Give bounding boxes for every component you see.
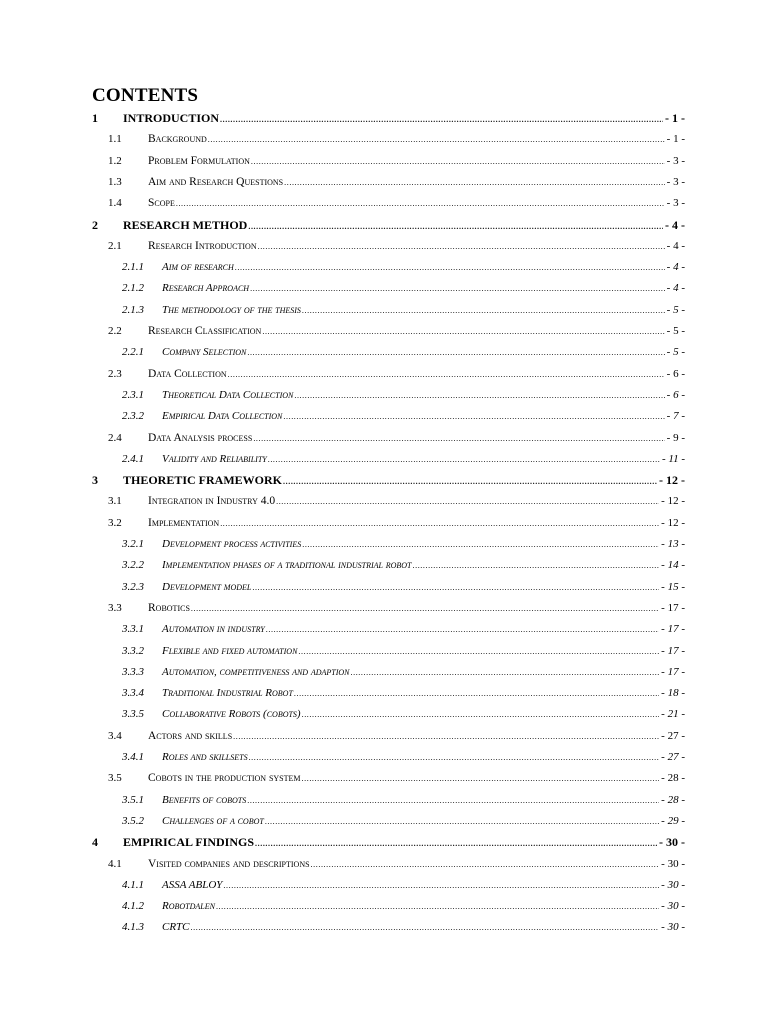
toc-entry-line [148, 172, 685, 193]
dot-leader [208, 129, 665, 150]
toc-entry-page-number: - 1 - [665, 111, 685, 125]
toc-entry[interactable] [0, 832, 768, 853]
toc-entry[interactable] [0, 385, 768, 406]
toc-entry-title: Data Collection [148, 367, 227, 380]
toc-entry-line [148, 151, 685, 172]
toc-entry-title: Research Approach [162, 282, 250, 295]
toc-entry[interactable] [0, 917, 768, 938]
toc-entry-number: 3.4.1 [122, 751, 144, 763]
toc-entry-page-number: - 5 - [666, 346, 685, 359]
dot-leader [191, 917, 660, 938]
toc-entry-number: 2.1.3 [122, 303, 144, 316]
toc-entry-page-number: - 7 - [666, 410, 685, 423]
toc-entry-title: Company Selection [162, 346, 247, 359]
toc-entry-number: 4 [92, 835, 98, 850]
toc-entry-line [162, 534, 685, 555]
toc-entry-title: Integration in Industry 4.0 [148, 495, 276, 508]
toc-entry-page-number: - 17 - [661, 601, 685, 614]
toc-entry-number: 3.3.4 [122, 687, 144, 700]
toc-entry-number: 2.3 [108, 367, 122, 380]
toc-entry[interactable] [0, 172, 768, 193]
toc-entry-title: Development model [162, 580, 252, 593]
toc-entry-number: 3.5.1 [122, 793, 144, 806]
toc-entry-title: CRTC [162, 921, 190, 934]
dot-leader [268, 449, 660, 470]
toc-entry-page-number: - 14 - [661, 559, 685, 572]
dot-leader [262, 321, 664, 342]
toc-entry-line [148, 321, 685, 342]
toc-entry-line [123, 215, 685, 237]
toc-entry-title: Actors and skills [148, 729, 233, 742]
toc-entry[interactable] [0, 257, 768, 278]
toc-entry-line [162, 662, 685, 683]
toc-entry[interactable] [0, 428, 768, 449]
toc-entry-title: Empirical Data Collection [162, 410, 283, 423]
toc-entry[interactable] [0, 491, 768, 512]
toc-entry[interactable] [0, 193, 768, 214]
toc-entry-title: Automation in industry [162, 623, 265, 636]
toc-entry[interactable] [0, 342, 768, 363]
toc-entry-title: Research Classification [148, 325, 262, 337]
dot-leader [249, 747, 660, 768]
toc-entry[interactable] [0, 896, 768, 917]
toc-entry[interactable] [0, 619, 768, 640]
dot-leader [283, 471, 657, 492]
toc-entry-title: ASSA ABLOY [162, 878, 223, 891]
toc-entry[interactable] [0, 513, 768, 534]
toc-entry-number: 3.3.5 [122, 708, 144, 721]
dot-leader [302, 704, 660, 725]
toc-entry[interactable] [0, 598, 768, 619]
toc-entry-line [162, 257, 685, 278]
toc-entry-title: EMPIRICAL FINDINGS [123, 835, 255, 850]
toc-entry-number: 3.2.3 [122, 580, 144, 593]
toc-entry[interactable] [0, 129, 768, 150]
dot-leader [247, 342, 664, 363]
toc-entry-number: 3.3 [108, 601, 122, 614]
dot-leader [220, 513, 659, 534]
toc-entry-page-number: - 30 - [661, 900, 685, 913]
toc-entry[interactable] [0, 662, 768, 683]
toc-entry-page-number: - 21 - [661, 708, 685, 721]
toc-entry-title: Data Analysis process [148, 431, 253, 444]
toc-entry-page-number: - 15 - [661, 580, 685, 593]
toc-entry-number: 1.3 [108, 175, 122, 188]
toc-entry-number: 1 [92, 111, 98, 125]
dot-leader [302, 300, 665, 321]
toc-entry-line [148, 491, 685, 512]
toc-entry[interactable] [0, 811, 768, 832]
dot-leader [233, 726, 659, 747]
toc-entry-line [162, 406, 685, 427]
toc-entry-line [148, 854, 685, 875]
toc-entry-number: 3.1 [108, 495, 122, 508]
toc-entry-line [162, 747, 685, 768]
toc-entry-page-number: - 29 - [661, 814, 685, 827]
dot-leader [351, 662, 660, 683]
toc-entry-page-number: - 3 - [666, 197, 685, 210]
toc-entry-line [148, 364, 685, 385]
dot-leader [252, 577, 659, 598]
toc-entry-title: THEORETIC FRAMEWORK [123, 473, 283, 488]
toc-entry-page-number: - 3 - [666, 154, 685, 167]
toc-entry-line [162, 619, 685, 640]
toc-entry-title: Aim and Research Questions [148, 175, 284, 188]
toc-entry-number: 3.5 [108, 772, 122, 785]
toc-entry-title: Validity and Reliability [162, 452, 267, 465]
dot-leader [250, 278, 665, 299]
dot-leader [276, 491, 659, 512]
dot-leader [294, 683, 659, 704]
toc-entry-page-number: - 17 - [661, 644, 685, 657]
toc-entry-title: Development process activities [162, 538, 302, 550]
toc-entry[interactable] [0, 790, 768, 811]
toc-entry-number: 4.1 [108, 857, 122, 870]
toc-entry-title: Robotdalen [162, 900, 215, 913]
toc-entry[interactable] [0, 449, 768, 470]
toc-entry-page-number: - 6 - [666, 367, 685, 380]
toc-entry-title: Benefits of cobots [162, 793, 247, 806]
toc-entry[interactable] [0, 151, 768, 172]
toc-entry[interactable] [0, 300, 768, 321]
toc-entry-title: Implementation phases of a traditional industrial robot [162, 559, 412, 572]
toc-entry[interactable] [0, 555, 768, 576]
dot-leader [247, 790, 659, 811]
toc-entry-page-number: - 4 - [666, 239, 685, 252]
toc-entry[interactable] [0, 683, 768, 704]
dot-leader [311, 854, 660, 875]
dot-leader [176, 193, 665, 214]
toc-entry[interactable] [0, 470, 768, 491]
toc-entry-title: The methodology of the thesis [162, 303, 301, 316]
dot-leader [255, 833, 657, 854]
toc-entry-title: Research Introduction [148, 239, 257, 252]
toc-entry-page-number: - 27 - [661, 729, 685, 742]
toc-entry-line [148, 236, 685, 257]
dot-leader [223, 875, 659, 896]
toc-entry-number: 2.3.2 [122, 410, 144, 423]
toc-entry-line [162, 449, 685, 470]
toc-entry[interactable] [0, 215, 768, 236]
toc-entry-line [162, 577, 685, 598]
toc-entry[interactable] [0, 236, 768, 257]
toc-entry-line [148, 428, 685, 449]
toc-entry-page-number: - 5 - [666, 325, 685, 337]
toc-entry-page-number: - 4 - [666, 261, 685, 274]
toc-entry-number: 1.2 [108, 154, 122, 167]
toc-entry-title: Automation, competitiveness and adaption [162, 665, 350, 678]
toc-entry-page-number: - 27 - [661, 751, 685, 763]
toc-entry-page-number: - 12 - [661, 495, 685, 508]
toc-entry-number: 3.2 [108, 516, 122, 529]
toc-entry-page-number: - 12 - [661, 516, 685, 529]
dot-leader [220, 109, 663, 130]
toc-entry-page-number: - 28 - [661, 793, 685, 806]
toc-entry-number: 3.3.2 [122, 644, 144, 657]
toc-entry-number: 2.1 [108, 239, 122, 252]
toc-entry[interactable] [0, 534, 768, 555]
toc-entry-line [123, 470, 685, 492]
toc-entry-page-number: - 9 - [666, 431, 685, 444]
toc-entry-title: Flexible and fixed automation [162, 644, 298, 657]
toc-entry-line [148, 768, 685, 789]
toc-entry-page-number: - 18 - [661, 687, 685, 700]
toc-entry-number: 2.2.1 [122, 346, 144, 359]
toc-entry-page-number: - 4 - [666, 282, 685, 295]
toc-heading: CONTENTS [92, 85, 199, 106]
toc-entry-line [148, 598, 685, 619]
toc-entry-title: Theoretical Data Collection [162, 388, 294, 401]
toc-entry-title: RESEARCH METHOD [123, 217, 248, 232]
toc-entry-line [162, 555, 685, 576]
toc-entry-line [148, 513, 685, 534]
dot-leader [253, 428, 664, 449]
dot-leader [265, 811, 659, 832]
toc-entry-number: 1.4 [108, 197, 122, 210]
toc-entry-line [162, 917, 685, 938]
toc-entry-page-number: - 30 - [661, 921, 685, 934]
toc-entry-page-number: - 12 - [659, 473, 685, 488]
toc-entry-line [162, 385, 685, 406]
toc-entry-page-number: - 1 - [666, 133, 685, 146]
toc-entry[interactable] [0, 704, 768, 725]
dot-leader [413, 555, 660, 576]
toc-entry-number: 2 [92, 217, 98, 232]
toc-entry-title: Implementation [148, 516, 220, 529]
toc-entry-line [162, 704, 685, 725]
toc-entry-line [148, 726, 685, 747]
dot-leader [258, 236, 665, 257]
toc-entry-number: 2.4.1 [122, 452, 144, 465]
toc-entry-title: INTRODUCTION [123, 111, 220, 125]
toc-entry-page-number: - 13 - [661, 538, 685, 550]
toc-entry-title: Roles and skillsets [162, 751, 248, 763]
toc-entry-line [162, 683, 685, 704]
toc-entry-title: Challenges of a cobot [162, 814, 264, 827]
toc-entry-number: 4.1.1 [122, 878, 144, 891]
toc-entry-title: Traditional Industrial Robot [162, 687, 293, 700]
toc-entry-title: Background [148, 133, 207, 146]
toc-entry[interactable] [0, 875, 768, 896]
dot-leader [283, 406, 664, 427]
toc-entry[interactable] [0, 364, 768, 385]
toc-entry-page-number: - 11 - [661, 452, 685, 465]
toc-entry-number: 3.3.1 [122, 623, 144, 636]
toc-entry-line [148, 193, 685, 214]
toc-entry-title: Problem Formulation [148, 154, 250, 167]
toc-entry[interactable] [0, 577, 768, 598]
toc-entry-page-number: - 17 - [661, 665, 685, 678]
dot-leader [216, 896, 659, 917]
toc-entry[interactable] [0, 321, 768, 342]
toc-entry-number: 4.1.2 [122, 900, 144, 913]
toc-entry-line [123, 108, 685, 130]
dot-leader [228, 364, 665, 385]
toc-entry-line [162, 641, 685, 662]
toc-entry-line [162, 896, 685, 917]
toc-entry-number: 1.1 [108, 133, 122, 146]
toc-entry-number: 3.3.3 [122, 665, 144, 678]
dot-leader [294, 385, 664, 406]
toc-entry-number: 3.5.2 [122, 814, 144, 827]
toc-entry-page-number: - 30 - [661, 857, 685, 870]
toc-entry-number: 2.1.1 [122, 261, 144, 274]
toc-entry-number: 3.2.1 [122, 538, 144, 550]
dot-leader [266, 619, 659, 640]
toc-entry-line [162, 300, 685, 321]
toc-entry[interactable] [0, 641, 768, 662]
toc-entry-number: 2.1.2 [122, 282, 144, 295]
toc-entry-title: Cobots in the production system [148, 772, 301, 785]
toc-entry-page-number: - 6 - [666, 388, 685, 401]
dot-leader [235, 257, 665, 278]
toc-entry-line [162, 875, 685, 896]
toc-entry-number: 3.4 [108, 729, 122, 742]
dot-leader [298, 641, 659, 662]
toc-entry-title: Scope [148, 197, 175, 210]
toc-entry-page-number: - 3 - [666, 175, 685, 188]
toc-entry-page-number: - 30 - [659, 835, 685, 850]
toc-entry-page-number: - 30 - [661, 878, 685, 891]
dot-leader [284, 172, 665, 193]
toc-entry-line [162, 342, 685, 363]
toc-entry[interactable] [0, 726, 768, 747]
toc-entry-line [162, 278, 685, 299]
toc-entry-title: Visited companies and descriptions [148, 857, 310, 870]
dot-leader [302, 534, 659, 555]
toc-entry-number: 3.2.2 [122, 559, 144, 572]
toc-entry-number: 2.4 [108, 431, 122, 444]
toc-entry-page-number: - 28 - [661, 772, 685, 785]
toc-entry-title: Robotics [148, 601, 190, 614]
dot-leader [248, 216, 663, 237]
toc-entry-number: 2.2 [108, 325, 122, 337]
toc-entry-page-number: - 17 - [661, 623, 685, 636]
toc-entry-line [162, 790, 685, 811]
toc-entry[interactable] [0, 747, 768, 768]
toc-entry-page-number: - 4 - [665, 217, 685, 232]
toc-entry-line [162, 811, 685, 832]
toc-entry-line [123, 832, 685, 854]
toc-entry[interactable] [0, 278, 768, 299]
toc-entry-title: Collaborative Robots (cobots) [162, 708, 301, 721]
toc-entry[interactable] [0, 854, 768, 875]
toc-entry[interactable] [0, 108, 768, 129]
toc-entry-number: 2.3.1 [122, 388, 144, 401]
dot-leader [251, 151, 665, 172]
toc-entry[interactable] [0, 406, 768, 427]
toc-entry-page-number: - 5 - [666, 303, 685, 316]
toc-entry-number: 4.1.3 [122, 921, 144, 934]
toc-entry-line [148, 129, 685, 150]
dot-leader [302, 768, 660, 789]
toc-entry-number: 3 [92, 473, 98, 488]
dot-leader [191, 598, 659, 619]
toc-entry[interactable] [0, 768, 768, 789]
toc-entry-title: Aim of research [162, 261, 234, 274]
